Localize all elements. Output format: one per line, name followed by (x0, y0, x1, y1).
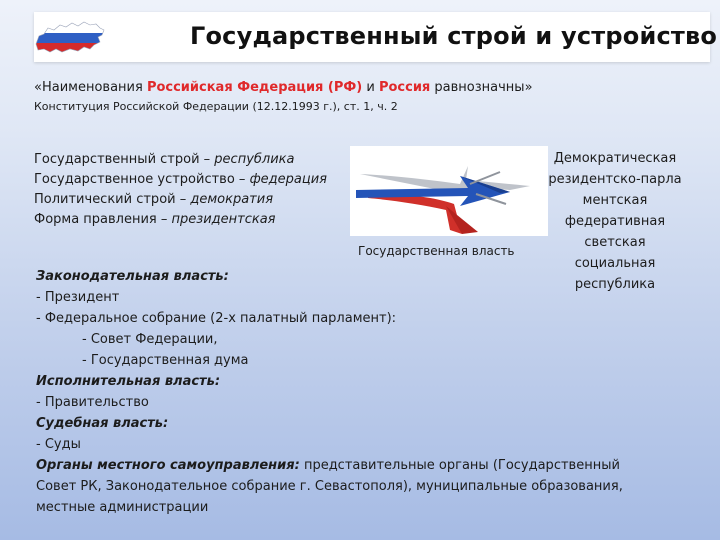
list-item: - Правительство (36, 395, 149, 410)
state-facts-list (34, 150, 327, 230)
page-title: Государственный строй и устройство (190, 22, 718, 50)
list-item: - Федеральное собрание (2-х палатный парламент): (36, 311, 397, 326)
local-government-text-line: Совет РК, Законодательное собрание г. Севастополя), муниципальные образования, (36, 479, 623, 494)
tricolor-arrow-icon (350, 146, 548, 236)
local-government-text: Органы местного самоуправления: представительные органы (Государственный (36, 458, 620, 473)
list-item: - Президент (36, 290, 120, 305)
legislative-heading: Законодательная власть: (36, 269, 229, 284)
fact-line: Государственное устройство – федерация (34, 172, 327, 187)
republic-line: Демократическая (553, 151, 677, 166)
list-subitem: - Государственная дума (82, 353, 249, 368)
executive-heading: Исполнительная власть: (36, 374, 221, 389)
republic-line: резидентско-парла (548, 172, 682, 187)
republic-line: социальная (574, 256, 656, 271)
fact-line: Форма правления – президентская (34, 212, 276, 227)
constitution-quote: «Наименования Российская Федерация (РФ) и Россия равнозначны» (34, 80, 533, 95)
fact-line: Государственный строй – республика (34, 152, 295, 167)
republic-line: федеративная (564, 214, 666, 229)
list-subitem: - Совет Федерации, (82, 332, 218, 347)
local-government-heading: Органы местного самоуправления: (36, 458, 300, 473)
fact-line: Политический строй – демократия (34, 192, 274, 207)
republic-line: ментская (582, 193, 648, 208)
republic-line: республика (574, 277, 656, 292)
constitution-source: Конституция Российской Федерации (12.12.1993 г.), ст. 1, ч. 2 (34, 100, 398, 113)
russia-flag-map-icon (34, 18, 106, 58)
list-item: - Суды (36, 437, 81, 452)
republic-line: светская (584, 235, 646, 250)
judicial-heading: Судебная власть: (36, 416, 169, 431)
branches-of-power (36, 266, 696, 518)
diagram-caption: Государственная власть (358, 244, 515, 258)
local-government-text-line: местные администрации (36, 500, 209, 515)
